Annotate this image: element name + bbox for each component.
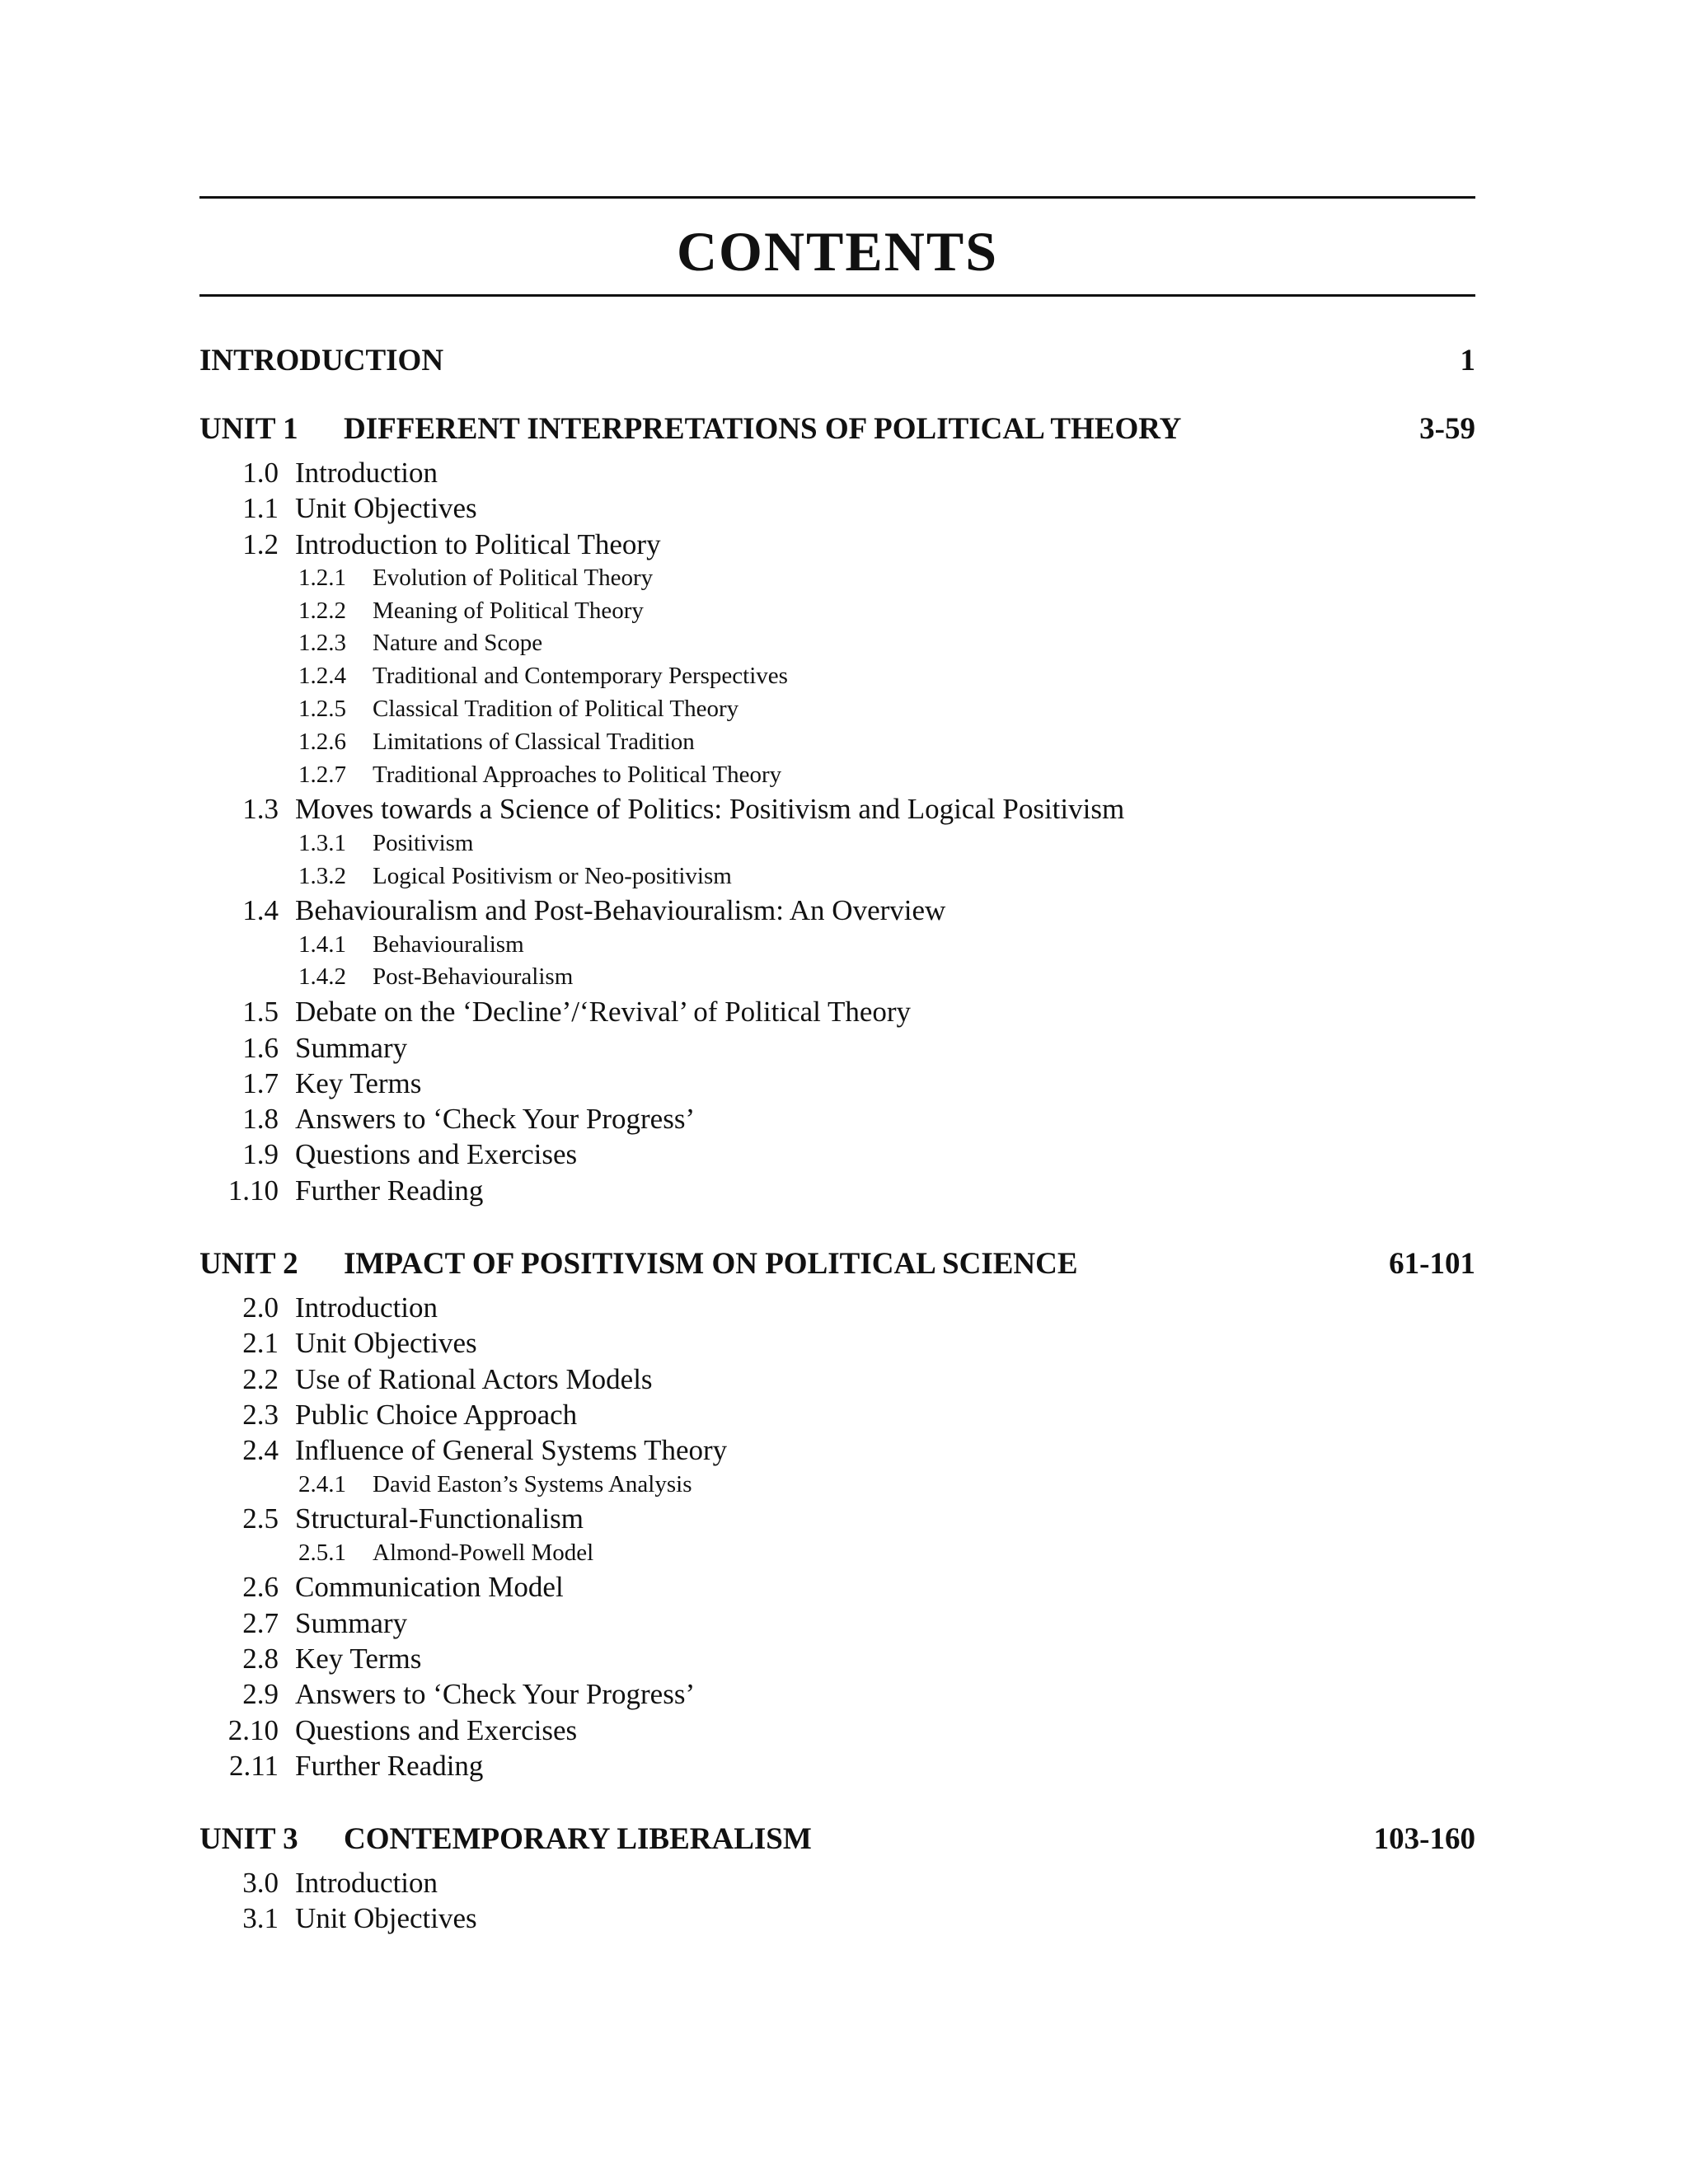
subsection-entry xyxy=(199,961,1475,994)
entry-number: 1.2.1 xyxy=(298,564,346,591)
entry-title: Behaviouralism xyxy=(373,930,524,958)
subsection-entry xyxy=(199,627,1475,660)
unit-entries xyxy=(199,455,1475,1208)
entry-number: 2.4.1 xyxy=(298,1470,346,1497)
entry-number: 2.0 xyxy=(242,1291,279,1324)
bottom-rule xyxy=(199,294,1475,297)
unit-pages: 61-101 xyxy=(1389,1247,1475,1282)
unit-title: IMPACT OF POSITIVISM ON POLITICAL SCIENCE xyxy=(344,1247,1078,1282)
entry-title: Logical Positivism or Neo-positivism xyxy=(373,862,732,889)
entry-number: 1.4.2 xyxy=(298,963,346,991)
entry-number: 1.2.5 xyxy=(298,696,346,723)
subsection-entry xyxy=(199,860,1475,893)
unit-pages: 103-160 xyxy=(1373,1822,1475,1857)
entry-title: Almond-Powell Model xyxy=(373,1539,594,1566)
entry-title: Summary xyxy=(295,1606,408,1639)
entry-title: Questions and Exercises xyxy=(295,1713,578,1746)
subsection-entry xyxy=(199,562,1475,595)
unit-header xyxy=(199,1821,1475,1857)
entry-number: 1.2.6 xyxy=(298,728,346,755)
entry-number: 1.5 xyxy=(242,996,279,1029)
unit-title: DIFFERENT INTERPRETATIONS OF POLITICAL THEORY xyxy=(344,412,1182,446)
entry-number: 1.2.7 xyxy=(298,761,346,788)
unit-number: UNIT 1 xyxy=(199,412,298,446)
section-entry xyxy=(199,1605,1475,1641)
section-entry xyxy=(199,527,1475,562)
subsection-entry xyxy=(199,1469,1475,1502)
entry-number: 1.2 xyxy=(242,527,279,560)
entry-number: 2.7 xyxy=(242,1606,279,1639)
entry-title: Meaning of Political Theory xyxy=(373,597,644,624)
section-entry xyxy=(199,791,1475,827)
entry-title: Post-Behaviouralism xyxy=(373,963,574,991)
entry-title: Unit Objectives xyxy=(295,1327,477,1360)
introduction-page: 1 xyxy=(1460,344,1475,377)
entry-number: 1.9 xyxy=(242,1138,279,1171)
entry-title: Summary xyxy=(295,1031,408,1064)
unit-header xyxy=(199,1246,1475,1282)
entry-title: Introduction xyxy=(295,1291,438,1324)
section-entry xyxy=(199,1030,1475,1066)
entry-title: Traditional and Contemporary Perspectives xyxy=(373,663,788,690)
entry-title: Nature and Scope xyxy=(373,630,543,657)
section-entry xyxy=(199,1676,1475,1712)
unit-entries xyxy=(199,1290,1475,1783)
entry-number: 1.1 xyxy=(242,492,279,525)
entry-number: 1.3.1 xyxy=(298,829,346,856)
unit-pages: 3-59 xyxy=(1419,412,1475,446)
subsection-entry xyxy=(199,726,1475,759)
entry-number: 2.8 xyxy=(242,1643,279,1675)
entry-number: 2.3 xyxy=(242,1398,279,1431)
entry-number: 2.2 xyxy=(242,1362,279,1395)
entry-title: Questions and Exercises xyxy=(295,1138,578,1171)
entry-number: 1.3 xyxy=(242,793,279,826)
section-entry xyxy=(199,1748,1475,1783)
entry-number: 2.5 xyxy=(242,1502,279,1535)
contents-page xyxy=(199,196,1475,1937)
section-entry xyxy=(199,1325,1475,1361)
entry-number: 2.6 xyxy=(242,1571,279,1604)
entry-number: 3.1 xyxy=(242,1902,279,1935)
units-list xyxy=(199,411,1475,1937)
section-entry xyxy=(199,1173,1475,1208)
entry-title: Key Terms xyxy=(295,1066,422,1099)
entry-title: Debate on the ‘Decline’/‘Revival’ of Political Theory xyxy=(295,996,912,1029)
section-entry xyxy=(199,1865,1475,1900)
section-entry xyxy=(199,1066,1475,1101)
unit-title: CONTEMPORARY LIBERALISM xyxy=(344,1822,812,1857)
page-title: CONTENTS xyxy=(676,220,999,283)
entry-number: 1.8 xyxy=(242,1103,279,1136)
section-entry xyxy=(199,1290,1475,1325)
subsection-entry xyxy=(199,595,1475,628)
entry-title: Classical Tradition of Political Theory xyxy=(373,696,739,723)
subsection-entry xyxy=(199,1537,1475,1570)
entry-number: 2.11 xyxy=(229,1749,279,1782)
entry-number: 2.9 xyxy=(242,1678,279,1711)
entry-number: 1.4 xyxy=(242,894,279,927)
entry-number: 1.2.4 xyxy=(298,663,346,690)
subsection-entry xyxy=(199,759,1475,792)
entry-title: Answers to ‘Check Your Progress’ xyxy=(295,1678,696,1711)
entry-number: 2.1 xyxy=(242,1327,279,1360)
entry-number: 1.6 xyxy=(242,1031,279,1064)
unit-number: UNIT 2 xyxy=(199,1247,298,1282)
section-entry xyxy=(199,1101,1475,1137)
section-entry xyxy=(199,1397,1475,1432)
entry-number: 3.0 xyxy=(242,1867,279,1900)
entry-title: Influence of General Systems Theory xyxy=(295,1434,728,1467)
entry-number: 1.2.3 xyxy=(298,630,346,657)
entry-number: 2.4 xyxy=(242,1434,279,1467)
entry-title: Further Reading xyxy=(295,1749,484,1782)
entry-title: Structural-Functionalism xyxy=(295,1502,584,1535)
subsection-entry xyxy=(199,660,1475,693)
entry-number: 1.2.2 xyxy=(298,597,346,624)
unit-header xyxy=(199,411,1475,447)
entry-title: Unit Objectives xyxy=(295,1902,477,1935)
entry-title: Public Choice Approach xyxy=(295,1398,578,1431)
section-entry xyxy=(199,994,1475,1029)
entry-title: Further Reading xyxy=(295,1174,484,1207)
entry-number: 2.5.1 xyxy=(298,1539,346,1566)
entry-title: Use of Rational Actors Models xyxy=(295,1362,653,1395)
subsection-entry xyxy=(199,827,1475,860)
introduction-label: INTRODUCTION xyxy=(199,344,444,377)
entry-title: Answers to ‘Check Your Progress’ xyxy=(295,1103,696,1136)
entry-title: Key Terms xyxy=(295,1643,422,1675)
section-entry xyxy=(199,1432,1475,1468)
section-entry xyxy=(199,1137,1475,1172)
section-entry xyxy=(199,1641,1475,1676)
entry-number: 1.10 xyxy=(227,1174,279,1207)
entry-number: 1.7 xyxy=(242,1066,279,1099)
entry-number: 2.10 xyxy=(227,1713,279,1746)
entry-title: Unit Objectives xyxy=(295,492,477,525)
section-entry xyxy=(199,1569,1475,1605)
subsection-entry xyxy=(199,693,1475,726)
unit-number: UNIT 3 xyxy=(199,1822,298,1857)
entry-title: Limitations of Classical Tradition xyxy=(373,728,695,755)
entry-title: Communication Model xyxy=(295,1571,564,1604)
entry-title: Behaviouralism and Post-Behaviouralism: An Overview xyxy=(295,894,946,927)
introduction-row xyxy=(199,343,1475,378)
unit-entries xyxy=(199,1865,1475,1937)
entry-number: 1.4.1 xyxy=(298,930,346,958)
entry-title: Introduction xyxy=(295,1867,438,1900)
entry-title: Introduction to Political Theory xyxy=(295,527,661,560)
entry-number: 1.3.2 xyxy=(298,862,346,889)
subsection-entry xyxy=(199,929,1475,962)
section-entry xyxy=(199,490,1475,526)
section-entry xyxy=(199,893,1475,928)
section-entry xyxy=(199,1361,1475,1397)
section-entry xyxy=(199,455,1475,490)
entry-number: 1.0 xyxy=(242,457,279,489)
entry-title: Positivism xyxy=(373,829,474,856)
section-entry xyxy=(199,1900,1475,1936)
entry-title: Evolution of Political Theory xyxy=(373,564,654,591)
section-entry xyxy=(199,1501,1475,1536)
entry-title: Moves towards a Science of Politics: Positivism and Logical Positivism xyxy=(295,793,1125,826)
entry-title: Traditional Approaches to Political Theory xyxy=(373,761,782,788)
section-entry xyxy=(199,1713,1475,1748)
entry-title: David Easton’s Systems Analysis xyxy=(373,1470,692,1497)
entry-title: Introduction xyxy=(295,457,438,489)
